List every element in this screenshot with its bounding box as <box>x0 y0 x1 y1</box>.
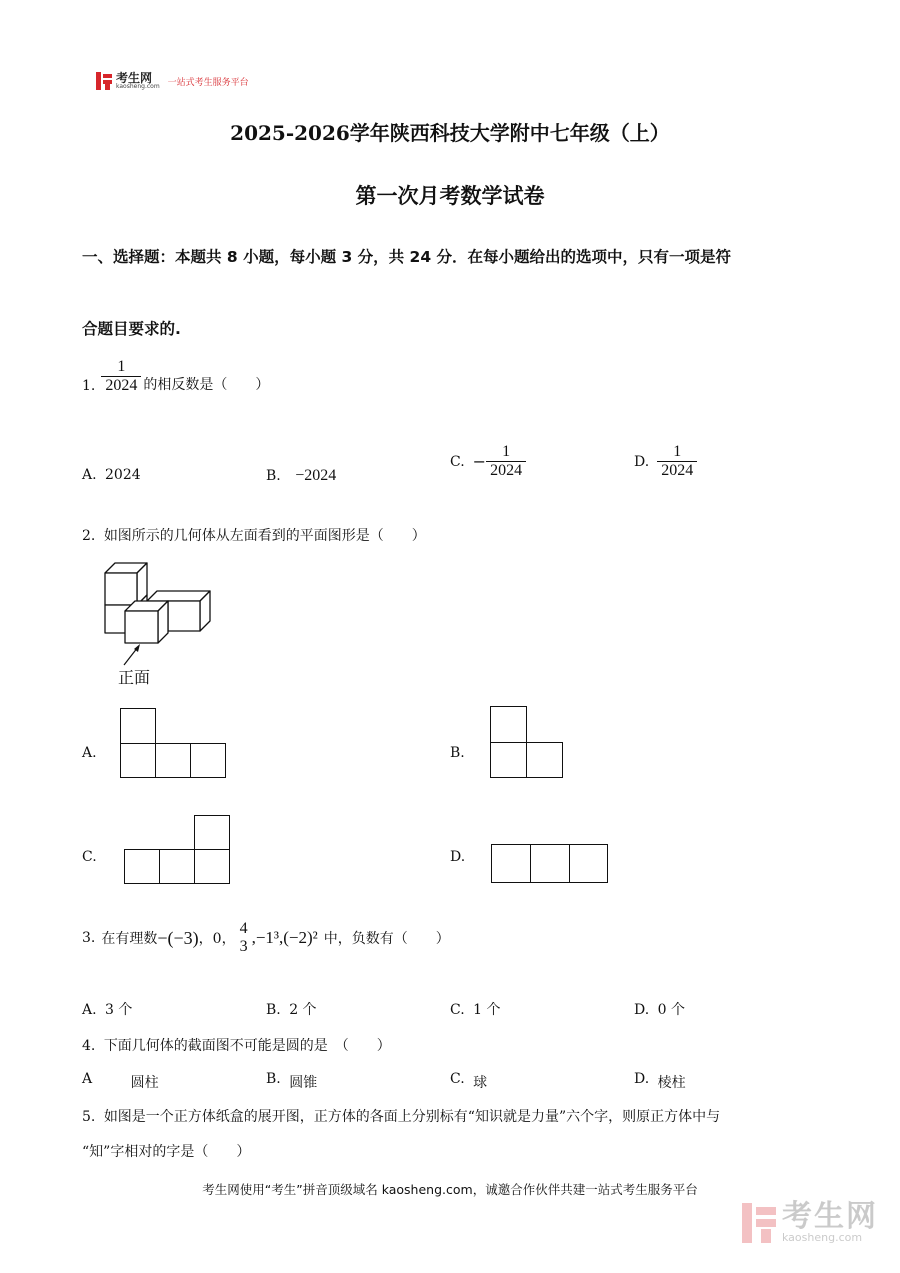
q3-option-c-text: 1 个 <box>473 1002 501 1018</box>
q3-frac-den: 3 <box>239 938 248 955</box>
grid-square <box>490 742 527 778</box>
q1-option-c-fraction <box>486 443 526 481</box>
q3-option-d-text: 0 个 <box>657 1002 685 1018</box>
q1-option-d-fraction <box>657 443 697 481</box>
section-heading-line2: 合题目要求的. <box>82 320 181 338</box>
q3-option-c-label: C. <box>450 1002 465 1018</box>
q3-option-b-label: B. <box>266 1002 281 1018</box>
watermark <box>742 1199 878 1244</box>
question-3 <box>82 913 450 963</box>
question-5 <box>82 1106 720 1126</box>
q4-option-a-text: 圆柱 <box>130 1075 159 1091</box>
q3-prefix: 在有理数 <box>101 931 158 947</box>
exam-title: 2025-2026学年陕西科技大学附中七年级（上） <box>230 121 670 145</box>
q4-text: 下面几何体的截面图不可能是圆的是 （ ） <box>103 1038 391 1054</box>
exam-subtitle: 第一次月考数学试卷 <box>355 183 545 208</box>
q2-number: 2. <box>82 528 96 544</box>
q1-option-b-text: −2024 <box>295 467 337 484</box>
q2-option-d-figure[interactable] <box>491 844 609 884</box>
grid-square <box>490 706 527 743</box>
q3-option-d-label: D. <box>634 1002 650 1018</box>
q1-option-a-text: 2024 <box>105 467 141 483</box>
q1-option-d[interactable] <box>634 443 697 481</box>
logo-domain: kaosheng.com <box>116 83 160 90</box>
q1-option-a-label: A. <box>82 467 97 483</box>
logo-mark-icon <box>96 72 112 90</box>
watermark-logo-icon <box>742 1203 776 1243</box>
q4-option-d-text: 棱柱 <box>657 1075 686 1091</box>
q4-option-b-label: B. <box>266 1071 281 1087</box>
q1-option-c-label: C. <box>450 453 465 470</box>
cube-front-face <box>168 601 200 631</box>
grid-square <box>120 708 156 744</box>
q1-option-c-sign: − <box>472 452 487 472</box>
q2-option-a-label[interactable]: A. <box>82 745 97 761</box>
q2-option-c-figure[interactable] <box>124 815 232 885</box>
q2-figure-label: 正面 <box>118 668 151 687</box>
q3-frac-num: 4 <box>239 919 248 937</box>
q1-option-a[interactable] <box>82 467 141 483</box>
q5-number: 5. <box>82 1109 96 1125</box>
q1-option-d-den: 2024 <box>657 461 697 480</box>
q4-option-d-label: D. <box>634 1071 650 1087</box>
q5-line1: 如图是一个正方体纸盒的展开图，正方体的各面上分别标有“知识就是力量”六个字，则原正方体中与 <box>103 1109 721 1125</box>
grid-square <box>530 844 570 883</box>
q1-option-c-den: 2024 <box>486 461 526 480</box>
cube-front-face <box>125 611 158 643</box>
grid-square <box>155 743 191 778</box>
q4-option-b[interactable] <box>266 1068 318 1091</box>
q3-expr1: −(−3) <box>157 927 199 948</box>
site-logo <box>96 72 249 90</box>
q3-suffix: 中，负数有（ ） <box>323 931 450 947</box>
q2-solid-figure <box>100 557 220 692</box>
q3-separator: ，0， <box>198 931 236 947</box>
q3-number: 3. <box>82 930 96 946</box>
q4-option-d[interactable] <box>634 1068 686 1091</box>
q3-option-d[interactable] <box>634 999 685 1019</box>
q1-fraction <box>101 358 141 396</box>
watermark-domain: kaosheng.com <box>782 1231 863 1244</box>
cube-top-face <box>147 591 210 601</box>
grid-square <box>526 742 563 778</box>
q1-text: 的相反数是（ ） <box>143 376 270 393</box>
q4-option-c-text: 球 <box>473 1075 488 1091</box>
question-4 <box>82 1035 391 1055</box>
cube-front-face <box>105 573 137 605</box>
logo-name: 考生网 <box>116 71 153 85</box>
page-footer: 考生网使用“考生”拼音顶级域名 kaosheng.com，诚邀合作伙伴共建一站式考生服务平台 <box>202 1182 698 1197</box>
q3-option-b-text: 2 个 <box>289 1002 317 1018</box>
q3-option-a[interactable] <box>82 999 132 1019</box>
grid-square <box>491 844 531 883</box>
q1-option-c-num: 1 <box>502 443 511 460</box>
q3-option-c[interactable] <box>450 999 500 1019</box>
q5-line2: “知”字相对的字是（ ） <box>82 1144 251 1160</box>
q4-option-a-label: A <box>82 1071 93 1087</box>
q4-option-a[interactable] <box>82 1068 159 1091</box>
q4-option-b-text: 圆锥 <box>289 1075 318 1091</box>
grid-square <box>194 815 230 850</box>
q1-frac-den: 2024 <box>101 376 141 395</box>
grid-square <box>569 844 608 883</box>
grid-square <box>194 849 230 884</box>
q1-option-d-num: 1 <box>673 443 682 460</box>
q3-option-b[interactable] <box>266 999 317 1019</box>
watermark-name: 考生网 <box>782 1199 878 1234</box>
q3-option-a-label: A. <box>82 1002 97 1018</box>
q1-frac-num: 1 <box>117 358 126 375</box>
q2-option-b-figure[interactable] <box>490 706 564 778</box>
q2-option-b-label[interactable]: B. <box>450 745 465 761</box>
logo-slogan: 一站式考生服务平台 <box>167 77 249 88</box>
q4-option-c[interactable] <box>450 1068 488 1091</box>
q2-option-d-label[interactable]: D. <box>450 849 466 865</box>
q1-option-b-label: B. <box>266 468 281 484</box>
q2-option-a-figure[interactable] <box>120 708 228 778</box>
q2-text: 如图所示的几何体从左面看到的平面图形是（ ） <box>103 528 426 544</box>
grid-square <box>190 743 226 778</box>
q4-number: 4. <box>82 1038 96 1054</box>
question-1 <box>82 358 269 396</box>
question-2 <box>82 525 426 545</box>
q2-option-c-label[interactable]: C. <box>82 849 97 865</box>
q1-option-b[interactable] <box>266 467 336 485</box>
q3-fraction <box>236 920 252 957</box>
grid-square <box>124 849 160 884</box>
q4-option-c-label: C. <box>450 1071 465 1087</box>
section-heading-line1: 一、选择题：本题共 8 小题，每小题 3 分，共 24 分．在每小题给出的选项中，只有一项是符 <box>82 248 732 266</box>
q1-number: 1. <box>82 377 96 394</box>
q1-option-d-label: D. <box>634 453 650 470</box>
q3-option-a-text: 3 个 <box>105 1002 133 1018</box>
grid-square <box>159 849 195 884</box>
q1-option-c[interactable] <box>450 443 526 481</box>
grid-square <box>120 743 156 778</box>
q3-expr2: ,−1³,(−2)² <box>251 928 318 947</box>
